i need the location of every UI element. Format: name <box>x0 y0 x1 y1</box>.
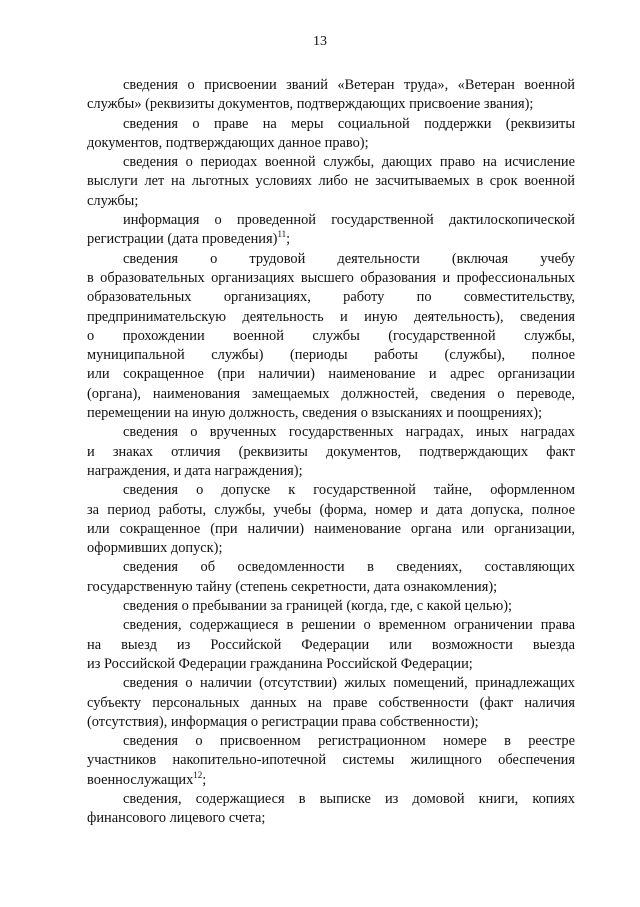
text-line: сведения о присвоении званий «Ветеран труда», «Ветеран военной <box>123 77 575 93</box>
page-number: 13 <box>313 34 327 49</box>
text-line: сведения о периодах военной службы, дающих право на исчисление <box>123 154 575 171</box>
paragraph-abroad-stays <box>87 597 575 616</box>
text-line: сведения о пребывании за границей (когда, где, с какой целью); <box>123 598 513 615</box>
text-line: информация о проведенной государственной дактилоскопической <box>123 212 575 229</box>
text-line: на выезд из Российской Федерации или возможности выезда <box>87 636 575 653</box>
text-fragment: ; <box>202 771 207 788</box>
text-line: финансового лицевого счета; <box>87 810 266 827</box>
paragraph-secret-awareness <box>87 558 575 597</box>
text-line <box>87 230 575 249</box>
paragraph-veteran-titles <box>87 76 575 115</box>
text-line: службы» (реквизиты документов, подтверждающих присвоение звания); <box>87 96 534 113</box>
text-line: сведения о присвоенном регистрационном номере в реестре <box>123 733 575 750</box>
text-line: (органа), наименования замещаемых должностей, сведения о переводе, <box>87 385 575 402</box>
text-line: или сокращенное (при наличии) наименование и адрес организации <box>87 366 575 383</box>
paragraph-state-awards <box>87 423 575 481</box>
paragraph-residential-property <box>87 674 575 732</box>
text-line: документов, подтверждающих данное право); <box>87 134 369 151</box>
text-line: выслуги лет на льготных условиях либо не засчитываемых в срок военной <box>87 173 575 190</box>
text-line: и знаках отличия (реквизиты документов, подтверждающих факт <box>87 443 575 460</box>
text-line: из Российской Федерации гражданина Российской Федерации; <box>87 655 473 672</box>
text-line: сведения, содержащиеся в решении о временном ограничении права <box>123 617 575 634</box>
text-line: участников накопительно-ипотечной системы жилищного обеспечения <box>87 752 575 769</box>
text-line: сведения, содержащиеся в выписке из домовой книги, копиях <box>123 790 575 807</box>
text-line <box>87 771 575 790</box>
paragraph-work-activity <box>87 250 575 424</box>
text-line: перемещении на иную должность, сведения о взысканиях и поощрениях); <box>87 405 543 422</box>
text-fragment: регистрации (дата проведения) <box>87 231 278 248</box>
text-line: о прохождении военной службы (государственной службы, <box>87 327 575 344</box>
text-line: службы; <box>87 192 139 209</box>
paragraph-social-support <box>87 115 575 154</box>
text-line: за период работы, службы, учебы (форма, номер и дата допуска, полное <box>87 501 575 518</box>
footnote-marker: 12 <box>193 769 203 780</box>
document-body <box>87 76 575 829</box>
text-line: оформивших допуск); <box>87 540 223 557</box>
paragraph-travel-restriction <box>87 616 575 674</box>
text-line: или сокращенное (при наличии) наименование органа или организации, <box>87 520 575 537</box>
text-line: (отсутствия), информация о регистрации права собственности); <box>87 713 479 730</box>
text-line: предпринимательскую деятельность и иную деятельность), сведения <box>87 308 575 325</box>
text-line: государственную тайну (степень секретности, дата ознакомления); <box>87 578 498 595</box>
text-line: сведения о праве на меры социальной поддержки (реквизиты <box>123 115 575 132</box>
text-line: сведения о врученных государственных наградах, иных наградах <box>123 424 575 441</box>
paragraph-house-register <box>87 790 575 829</box>
text-line: сведения о трудовой деятельности (включая учебу <box>123 250 575 267</box>
text-line: образовательных организациях, работу по совместительству, <box>87 289 575 306</box>
text-fragment: ; <box>286 231 291 248</box>
text-line: муниципальной службы) (периоды работы (службы), полное <box>87 347 575 364</box>
text-line: сведения об осведомленности в сведениях, составляющих <box>123 559 575 576</box>
text-line: сведения о наличии (отсутствии) жилых помещений, принадлежащих <box>123 675 575 692</box>
paragraph-military-service-periods <box>87 153 575 211</box>
paragraph-state-secret-clearance <box>87 481 575 558</box>
footnote-marker: 11 <box>277 229 287 240</box>
text-fragment: военнослужащих <box>87 771 194 788</box>
text-line: сведения о допуске к государственной тайне, оформленном <box>123 482 575 499</box>
text-line: в образовательных организациях высшего образования и профессиональных <box>87 269 575 286</box>
text-line: субъекту персональных данных на праве собственности (факт наличия <box>87 694 575 711</box>
paragraph-mortgage-registry <box>87 732 575 790</box>
paragraph-fingerprint-registration <box>87 211 575 250</box>
text-line: награждения, и дата награждения); <box>87 462 303 479</box>
